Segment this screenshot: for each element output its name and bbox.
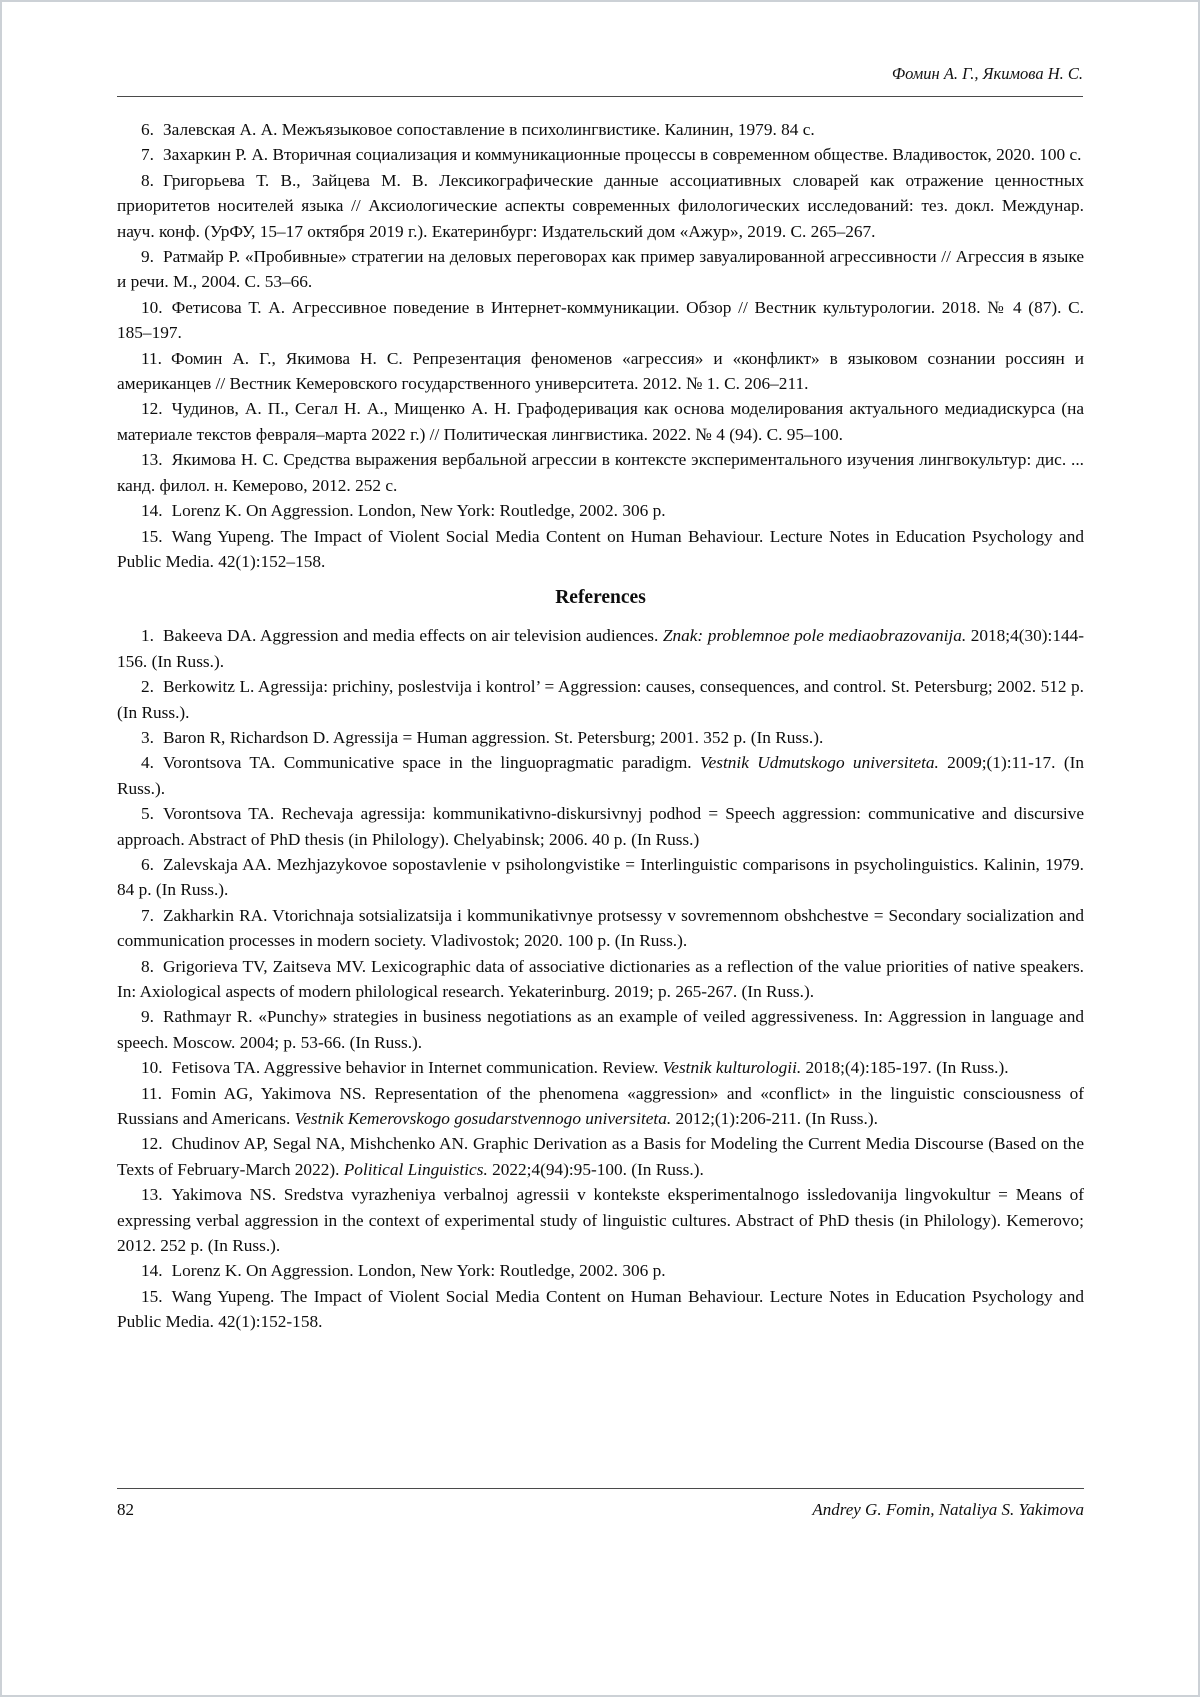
english-references-list bbox=[117, 623, 1084, 1334]
reference-item bbox=[117, 168, 1084, 244]
reference-text: Bakeeva DA. Aggression and media effects on air television audiences. bbox=[162, 626, 663, 646]
reference-item bbox=[117, 852, 1084, 903]
reference-item bbox=[117, 1258, 1084, 1283]
reference-number: 3. bbox=[141, 727, 154, 747]
reference-number: 11. bbox=[141, 1083, 162, 1103]
reference-number: 8. bbox=[141, 170, 154, 190]
reference-text: 2018;(4):185-197. (In Russ.). bbox=[801, 1058, 1009, 1078]
reference-text: Chudinov AP, Segal NA, Mishchenko AN. Graphic Derivation as a Basis for Modeling the Current Media Discourse (Based on the Texts of February-March 2022). bbox=[117, 1134, 1084, 1179]
reference-number: 4. bbox=[141, 753, 154, 773]
reference-text: Grigorieva TV, Zaitseva MV. Lexicographic data of associative dictionaries as a reflection of the value priorities of native speakers. In: Axiological aspects of modern philological research. Yekaterinburg. 2019; p. 265-267. (In Russ.). bbox=[117, 956, 1084, 1001]
reference-number: 12. bbox=[141, 399, 163, 419]
reference-text-italic: Vestnik Udmutskogo universiteta. bbox=[699, 753, 939, 773]
reference-item bbox=[117, 498, 1084, 523]
reference-number: 10. bbox=[141, 297, 163, 317]
reference-number: 9. bbox=[141, 1007, 154, 1027]
reference-item bbox=[117, 142, 1084, 167]
reference-text: Zalevskaja AA. Mezhjazykovoe sopostavlenie v psiholongvistike = Interlinguistic comparisons in psycholinguistics. Kalinin, 1979. 84 p. (In Russ.). bbox=[117, 854, 1084, 900]
reference-text-italic: Political Linguistics. bbox=[343, 1159, 488, 1179]
reference-number: 15. bbox=[141, 526, 163, 546]
reference-text: Yakimova NS. Sredstva vyrazheniya verbalnoj agressii v kontekste eksperimentalnogo issledovanija lingvokultur = Means of expressing verbal aggression in the context of experimental study of linguistic cultures. Abstract of PhD thesis (in Philology). Kemerovo; 2012. 252 p. (In Russ.). bbox=[117, 1185, 1084, 1256]
reference-item bbox=[117, 396, 1084, 447]
reference-item bbox=[117, 1131, 1084, 1182]
reference-item bbox=[117, 750, 1084, 801]
reference-number: 1. bbox=[141, 626, 154, 646]
russian-references-list bbox=[117, 117, 1084, 574]
reference-text: Фомин А. Г., Якимова Н. С. Репрезентация феноменов «агрессия» и «конфликт» в языковом сознании россиян и американцев // Вестник Кемеровского государственного университета. 2012. № 1. С. 206–211. bbox=[117, 348, 1084, 394]
page-footer bbox=[117, 1488, 1084, 1521]
reference-text: Lorenz K. On Aggression. London, New York: Routledge, 2002. 306 p. bbox=[171, 501, 666, 521]
reference-item bbox=[117, 674, 1084, 725]
reference-text-italic: Znak: problemnoe pole mediaobrazovanija. bbox=[662, 626, 967, 646]
reference-number: 6. bbox=[141, 854, 154, 874]
reference-number: 7. bbox=[141, 145, 154, 165]
reference-text: Wang Yupeng. The Impact of Violent Social Media Content on Human Behaviour. Lecture Notes in Education Psychology and Public Media. 42(1):152–158. bbox=[117, 526, 1084, 571]
reference-number: 15. bbox=[141, 1286, 163, 1306]
reference-text: Vorontsova TA. Rechevaja agressija: kommunikativno-diskursivnyj podhod = Speech aggression: communicative and discursive approach. Abstract of PhD thesis (in Philology). Chelyabinsk; 2006. 40 p. (In Russ.) bbox=[117, 804, 1084, 849]
reference-item bbox=[117, 1081, 1084, 1132]
reference-text-italic: Vestnik kulturologii. bbox=[662, 1058, 802, 1078]
reference-item bbox=[117, 524, 1084, 575]
reference-text: Якимова Н. С. Средства выражения вербальной агрессии в контексте экспериментального изучения лингвокультур: дис. ... канд. филол. н. Кемерово, 2012. 252 с. bbox=[117, 450, 1084, 495]
reference-number: 13. bbox=[141, 450, 163, 470]
reference-text: Захаркин Р. А. Вторичная социализация и коммуникационные процессы в современном обществе. Владивосток, 2020. 100 с. bbox=[162, 145, 1082, 165]
reference-item bbox=[117, 1004, 1084, 1055]
reference-number: 6. bbox=[141, 120, 154, 139]
reference-number: 14. bbox=[141, 501, 163, 521]
reference-item bbox=[117, 117, 1084, 142]
reference-item bbox=[117, 623, 1084, 674]
reference-text: Ратмайр Р. «Пробивные» стратегии на деловых переговорах как пример завуалированной агрессивности // Агрессия в языке и речи. М., 2004. С. 53–66. bbox=[117, 247, 1084, 292]
references-heading: References bbox=[555, 587, 646, 609]
page-number: 82 bbox=[117, 1500, 134, 1519]
reference-text: Фетисова Т. А. Агрессивное поведение в Интернет-коммуникации. Обзор // Вестник культурологии. 2018. № 4 (87). С. 185–197. bbox=[117, 297, 1084, 343]
reference-number: 11. bbox=[141, 348, 162, 368]
footer-row bbox=[117, 1499, 1084, 1521]
reference-text: Vorontsova TA. Communicative space in the linguopragmatic paradigm. bbox=[162, 753, 700, 773]
reference-item bbox=[117, 447, 1084, 498]
reference-number: 10. bbox=[141, 1058, 163, 1078]
reference-item bbox=[117, 1284, 1084, 1335]
reference-number: 2. bbox=[141, 677, 154, 697]
reference-item bbox=[117, 954, 1084, 1005]
reference-number: 8. bbox=[141, 956, 154, 976]
reference-number: 5. bbox=[141, 804, 154, 824]
page-content bbox=[117, 117, 1084, 1335]
reference-number: 9. bbox=[141, 247, 154, 267]
reference-number: 13. bbox=[141, 1185, 163, 1205]
header-rule bbox=[117, 96, 1083, 97]
reference-text: Wang Yupeng. The Impact of Violent Social Media Content on Human Behaviour. Lecture Notes in Education Psychology and Public Media. 42(1):152-158. bbox=[117, 1286, 1084, 1332]
reference-item bbox=[117, 801, 1084, 852]
reference-number: 14. bbox=[141, 1261, 163, 1281]
reference-item bbox=[117, 1182, 1084, 1258]
reference-number: 12. bbox=[141, 1134, 163, 1154]
reference-item bbox=[117, 346, 1084, 397]
reference-text: 2012;(1):206-211. (In Russ.). bbox=[671, 1109, 878, 1129]
reference-text: Залевская А. А. Межъязыковое сопоставление в психолингвистике. Калинин, 1979. 84 с. bbox=[162, 120, 815, 139]
reference-text: Lorenz K. On Aggression. London, New York: Routledge, 2002. 306 p. bbox=[171, 1261, 666, 1281]
footer-authors: Andrey G. Fomin, Nataliya S. Yakimova bbox=[812, 1500, 1084, 1519]
footer-rule bbox=[117, 1488, 1084, 1489]
reference-text-italic: Vestnik Kemerovskogo gosudarstvennogo universiteta. bbox=[294, 1109, 672, 1129]
reference-item bbox=[117, 1055, 1084, 1080]
reference-item bbox=[117, 244, 1084, 295]
reference-text: Berkowitz L. Agressija: prichiny, poslestvija i kontrol’ = Aggression: causes, consequences, and control. St. Petersburg; 2002. 512 p. (In Russ.). bbox=[117, 677, 1084, 722]
reference-text: Fomin AG, Yakimova NS. Representation of the phenomena «aggression» and «conflict» in the linguistic consciousness of Russians and Americans. bbox=[117, 1083, 1084, 1129]
reference-item bbox=[117, 903, 1084, 954]
reference-text: Fetisova TA. Aggressive behavior in Internet communication. Review. bbox=[171, 1058, 663, 1078]
reference-text: Чудинов, А. П., Сегал Н. А., Мищенко А. Н. Графодеривация как основа моделирования актуального медиадискурса (на материале текстов февраля–марта 2022 г.) // Политическая лингвистика. 2022. № 4 (94). С. 95–100. bbox=[117, 399, 1084, 444]
running-head-authors: Фомин А. Г., Якимова Н. С. bbox=[891, 64, 1083, 83]
reference-text: Rathmayr R. «Punchy» strategies in business negotiations as an example of veiled aggressiveness. In: Aggression in language and speech. Moscow. 2004; p. 53-66. (In Russ.). bbox=[117, 1007, 1084, 1052]
reference-text: Zakharkin RA. Vtorichnaja sotsializatsija i kommunikativnye protsessy v sovremennom obshchestve = Secondary socialization and communication processes in modern society. Vladivostok; 2020. 100 p. (In Russ.). bbox=[117, 905, 1084, 951]
reference-number: 7. bbox=[141, 905, 154, 925]
page-header bbox=[117, 64, 1083, 97]
reference-item bbox=[117, 295, 1084, 346]
reference-text: 2022;4(94):95-100. (In Russ.). bbox=[487, 1159, 704, 1179]
reference-text: 2009;(1):11-17. (In Russ.). bbox=[117, 753, 1084, 798]
reference-item bbox=[117, 725, 1084, 750]
reference-text: 2018;4(30):144-156. (In Russ.). bbox=[117, 626, 1084, 671]
reference-text: Григорьева Т. В., Зайцева М. В. Лексикографические данные ассоциативных словарей как отражение ценностных приоритетов носителей языка // Аксиологические аспекты современных филологических исследований: тез. докл. Междунар. науч. конф. (УрФУ, 15–17 октября 2019 г.). Екатеринбург: Издательский дом «Ажур», 2019. С. 265–267. bbox=[117, 170, 1084, 241]
reference-text: Baron R, Richardson D. Agressija = Human aggression. St. Petersburg; 2001. 352 p. (In Russ.). bbox=[162, 727, 824, 747]
